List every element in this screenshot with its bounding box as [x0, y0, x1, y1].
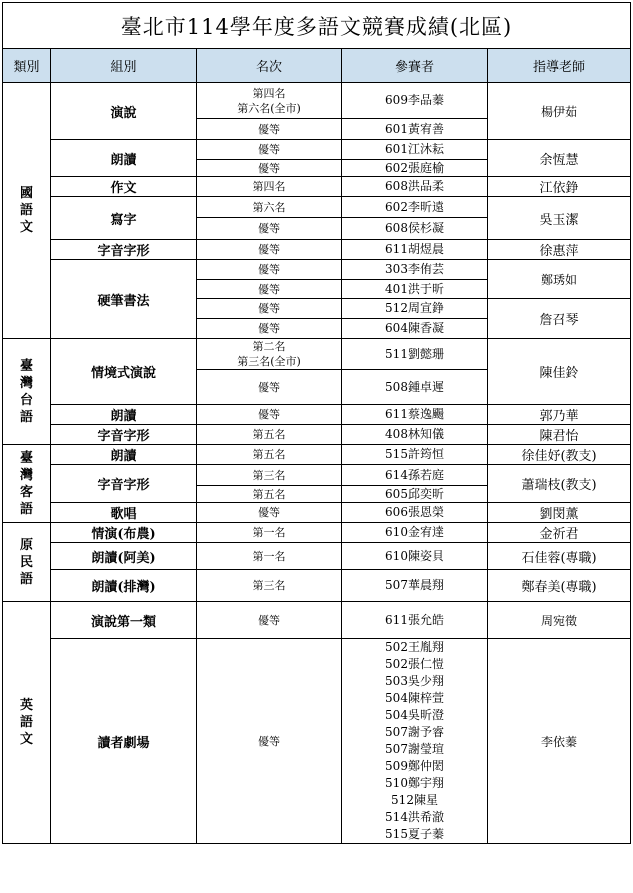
table-row [3, 405, 631, 425]
rank-cell [197, 602, 342, 639]
teacher-cell: 詹召琴 [488, 299, 631, 339]
rank-line: 優等 [258, 734, 280, 748]
category-char: 文 [19, 732, 33, 747]
participant-cell [342, 218, 488, 240]
rank-line: 第三名(全市) [237, 355, 301, 368]
rank-line: 第一名 [252, 549, 286, 563]
participant-name: 604陳香凝 [385, 321, 444, 335]
participant-cell [342, 405, 488, 425]
group-cell: 演說第一類 [51, 602, 197, 639]
rank-cell [197, 177, 342, 197]
participant-name: 611張允皓 [385, 612, 444, 627]
participant-name: 512周宣錚 [385, 301, 444, 315]
participant-name: 507謝予睿 [385, 725, 444, 739]
participant-name: 303李侑芸 [385, 262, 444, 276]
participant-cell [342, 425, 488, 445]
table-row [3, 240, 631, 260]
participant-name: 601江沐耘 [385, 142, 444, 156]
table-head [3, 3, 631, 83]
column-header: 名次 [197, 49, 342, 83]
teacher-cell: 徐惠萍 [488, 240, 631, 260]
group-cell: 朗讀 [51, 445, 197, 465]
participant-cell [342, 260, 488, 280]
teacher-cell: 鄭琇如 [488, 260, 631, 299]
table-row [3, 503, 631, 523]
participant-cell [342, 299, 488, 319]
teacher-cell: 周宛徵 [488, 602, 631, 639]
column-header: 組別 [51, 49, 197, 83]
table-row [3, 425, 631, 445]
participant-name: 507謝瑩瑄 [385, 742, 444, 756]
participant-name: 512陳星 [391, 793, 438, 807]
rank-line: 第四名 [252, 86, 286, 100]
group-cell: 朗讀 [51, 140, 197, 177]
rank-line: 第五名 [252, 448, 286, 461]
rank-cell [197, 299, 342, 319]
rank-cell [197, 503, 342, 523]
table-row [3, 339, 631, 370]
participant-name: 601黃宥善 [385, 121, 444, 136]
rank-line: 第三名 [252, 468, 286, 482]
category-cell [3, 339, 51, 445]
table-row [3, 570, 631, 602]
category-char: 民 [19, 554, 33, 570]
participant-name: 608洪品柔 [385, 179, 444, 193]
rank-cell [197, 140, 342, 160]
rank-cell [197, 639, 342, 844]
participant-name: 504吳昕澄 [385, 708, 444, 722]
rank-line: 第一名 [252, 526, 286, 539]
participant-cell [342, 280, 488, 299]
group-cell: 硬筆書法 [51, 260, 197, 339]
teacher-cell: 鄭春美(專職) [488, 570, 631, 602]
table-row [3, 465, 631, 486]
table-row [3, 83, 631, 119]
teacher-cell: 蕭瑞枝(教支) [488, 465, 631, 503]
rank-line: 第六名(全市) [237, 101, 301, 115]
participant-cell [342, 197, 488, 218]
table-row [3, 639, 631, 844]
category-char: 語 [19, 571, 33, 587]
rank-cell [197, 425, 342, 445]
participant-cell [342, 339, 488, 370]
participant-name: 610金宥達 [385, 525, 444, 539]
group-cell: 演說 [51, 83, 197, 140]
participant-name: 503吳少翔 [385, 674, 444, 688]
participant-name: 502張仁愷 [385, 657, 444, 671]
teacher-cell: 余恆慧 [488, 140, 631, 177]
table-body [3, 83, 631, 844]
rank-cell [197, 197, 342, 218]
group-cell: 字音字形 [51, 425, 197, 445]
group-cell: 情演(布農) [51, 523, 197, 543]
rank-cell [197, 523, 342, 543]
category-char: 灣 [19, 375, 33, 391]
teacher-cell: 李依蓁 [488, 639, 631, 844]
category-cell [3, 83, 51, 339]
page-title: 臺北市114學年度多語文競賽成績(北區) [3, 3, 631, 49]
participant-cell [342, 465, 488, 486]
participant-cell [342, 177, 488, 197]
participant-name: 611胡煜晨 [385, 242, 444, 256]
participant-name: 610陳姿貝 [385, 548, 444, 563]
teacher-cell: 江依錚 [488, 177, 631, 197]
participant-cell [342, 240, 488, 260]
participant-cell [342, 602, 488, 639]
rank-cell [197, 218, 342, 240]
table-row [3, 177, 631, 197]
participant-name: 514洪希澈 [385, 810, 444, 824]
rank-line: 優等 [258, 322, 280, 335]
participant-name: 502王胤翔 [385, 640, 444, 654]
participant-name: 504陳梓萱 [385, 691, 444, 705]
rank-cell [197, 486, 342, 503]
rank-line: 優等 [258, 122, 280, 136]
group-cell: 讀者劇場 [51, 639, 197, 844]
rank-line: 第四名 [252, 180, 286, 193]
group-cell: 寫字 [51, 197, 197, 240]
group-cell: 情境式演說 [51, 339, 197, 405]
rank-cell [197, 543, 342, 570]
rank-cell [197, 445, 342, 465]
teacher-cell: 徐佳妤(教支) [488, 445, 631, 465]
rank-line: 優等 [258, 380, 280, 394]
rank-cell [197, 370, 342, 405]
rank-cell [197, 570, 342, 602]
participant-name: 608侯杉凝 [385, 221, 444, 235]
group-cell: 字音字形 [51, 465, 197, 503]
rank-line: 優等 [258, 506, 280, 519]
participant-cell [342, 445, 488, 465]
participant-name: 602李昕遠 [385, 199, 444, 214]
category-char: 英 [19, 698, 33, 713]
table-row [3, 140, 631, 160]
category-char: 臺 [19, 450, 33, 466]
rank-line: 第五名 [252, 428, 286, 441]
participant-cell [342, 639, 488, 844]
teacher-cell: 楊伊茹 [488, 83, 631, 140]
participant-name: 515夏子蓁 [385, 827, 444, 841]
group-cell: 歌唱 [51, 503, 197, 523]
rank-cell [197, 119, 342, 140]
rank-cell [197, 160, 342, 177]
category-cell [3, 602, 51, 844]
table-row [3, 445, 631, 465]
participant-name: 511劉懿珊 [385, 346, 444, 361]
participant-name: 510鄭宇翔 [385, 776, 444, 790]
category-char: 語 [19, 409, 33, 425]
rank-line: 優等 [258, 282, 280, 296]
teacher-cell: 金祈君 [488, 523, 631, 543]
participant-cell [342, 119, 488, 140]
table-row [3, 543, 631, 570]
rank-cell [197, 319, 342, 339]
category-char: 國 [19, 186, 33, 201]
participant-cell [342, 523, 488, 543]
rank-cell [197, 465, 342, 486]
participant-name: 508鍾卓遲 [385, 379, 444, 394]
rank-line: 第三名 [252, 579, 286, 592]
rank-cell [197, 405, 342, 425]
teacher-cell: 陳佳鈴 [488, 339, 631, 405]
participant-name: 614孫若庭 [385, 467, 444, 482]
category-char: 語 [19, 501, 33, 517]
column-header: 指導老師 [488, 49, 631, 83]
category-cell [3, 523, 51, 602]
rank-cell [197, 280, 342, 299]
category-char: 灣 [19, 467, 33, 483]
participant-cell [342, 160, 488, 177]
column-header: 類別 [3, 49, 51, 83]
participant-name: 611蔡逸颺 [385, 407, 444, 421]
rank-line: 優等 [258, 161, 280, 175]
rank-cell [197, 260, 342, 280]
rank-line: 優等 [258, 408, 280, 421]
teacher-cell: 劉閔薰 [488, 503, 631, 523]
group-cell: 作文 [51, 177, 197, 197]
teacher-cell: 陳君怡 [488, 425, 631, 445]
participant-cell [342, 503, 488, 523]
category-char: 台 [19, 392, 33, 408]
participant-cell [342, 140, 488, 160]
participant-name: 605邱奕昕 [385, 486, 444, 501]
rank-line: 優等 [258, 222, 280, 235]
participant-name: 509鄭仲閎 [385, 759, 444, 773]
participant-name: 602張庭榆 [385, 160, 444, 175]
rank-line: 第二名 [252, 340, 286, 353]
category-char: 語 [19, 715, 33, 730]
rank-cell [197, 240, 342, 260]
table-row [3, 523, 631, 543]
table-row [3, 197, 631, 218]
rank-cell [197, 339, 342, 370]
category-char: 臺 [19, 358, 33, 374]
group-cell: 朗讀(阿美) [51, 543, 197, 570]
teacher-cell: 石佳蓉(專職) [488, 543, 631, 570]
participant-name: 408林知儀 [385, 427, 444, 441]
participant-cell [342, 83, 488, 119]
category-char: 語 [19, 203, 33, 218]
participant-cell [342, 370, 488, 405]
category-cell [3, 445, 51, 523]
rank-line: 第六名 [252, 200, 286, 214]
teacher-cell: 郭乃華 [488, 405, 631, 425]
participant-name: 609李品蓁 [385, 93, 444, 107]
participant-cell [342, 543, 488, 570]
results-table [2, 2, 631, 844]
group-cell: 朗讀 [51, 405, 197, 425]
table-row [3, 260, 631, 280]
rank-line: 優等 [258, 263, 280, 276]
participant-cell [342, 570, 488, 602]
participant-cell [342, 319, 488, 339]
rank-line: 優等 [258, 613, 280, 627]
rank-line: 優等 [258, 243, 280, 256]
participant-name: 515許筠恒 [385, 447, 444, 461]
teacher-cell: 吳玉潔 [488, 197, 631, 240]
category-char: 客 [19, 484, 33, 500]
rank-cell [197, 83, 342, 119]
group-cell: 朗讀(排灣) [51, 570, 197, 602]
rank-line: 優等 [258, 143, 280, 156]
participant-name: 606張恩榮 [385, 505, 444, 519]
category-char: 原 [19, 537, 33, 553]
participant-name: 507華晨翔 [385, 578, 444, 592]
participant-cell [342, 486, 488, 503]
participant-name: 401洪于昕 [385, 281, 444, 296]
title-row [3, 3, 631, 49]
rank-line: 優等 [258, 302, 280, 315]
group-cell: 字音字形 [51, 240, 197, 260]
column-header: 參賽者 [342, 49, 488, 83]
table-row [3, 602, 631, 639]
header-row [3, 49, 631, 83]
rank-line: 第五名 [252, 487, 286, 501]
category-char: 文 [19, 220, 33, 235]
